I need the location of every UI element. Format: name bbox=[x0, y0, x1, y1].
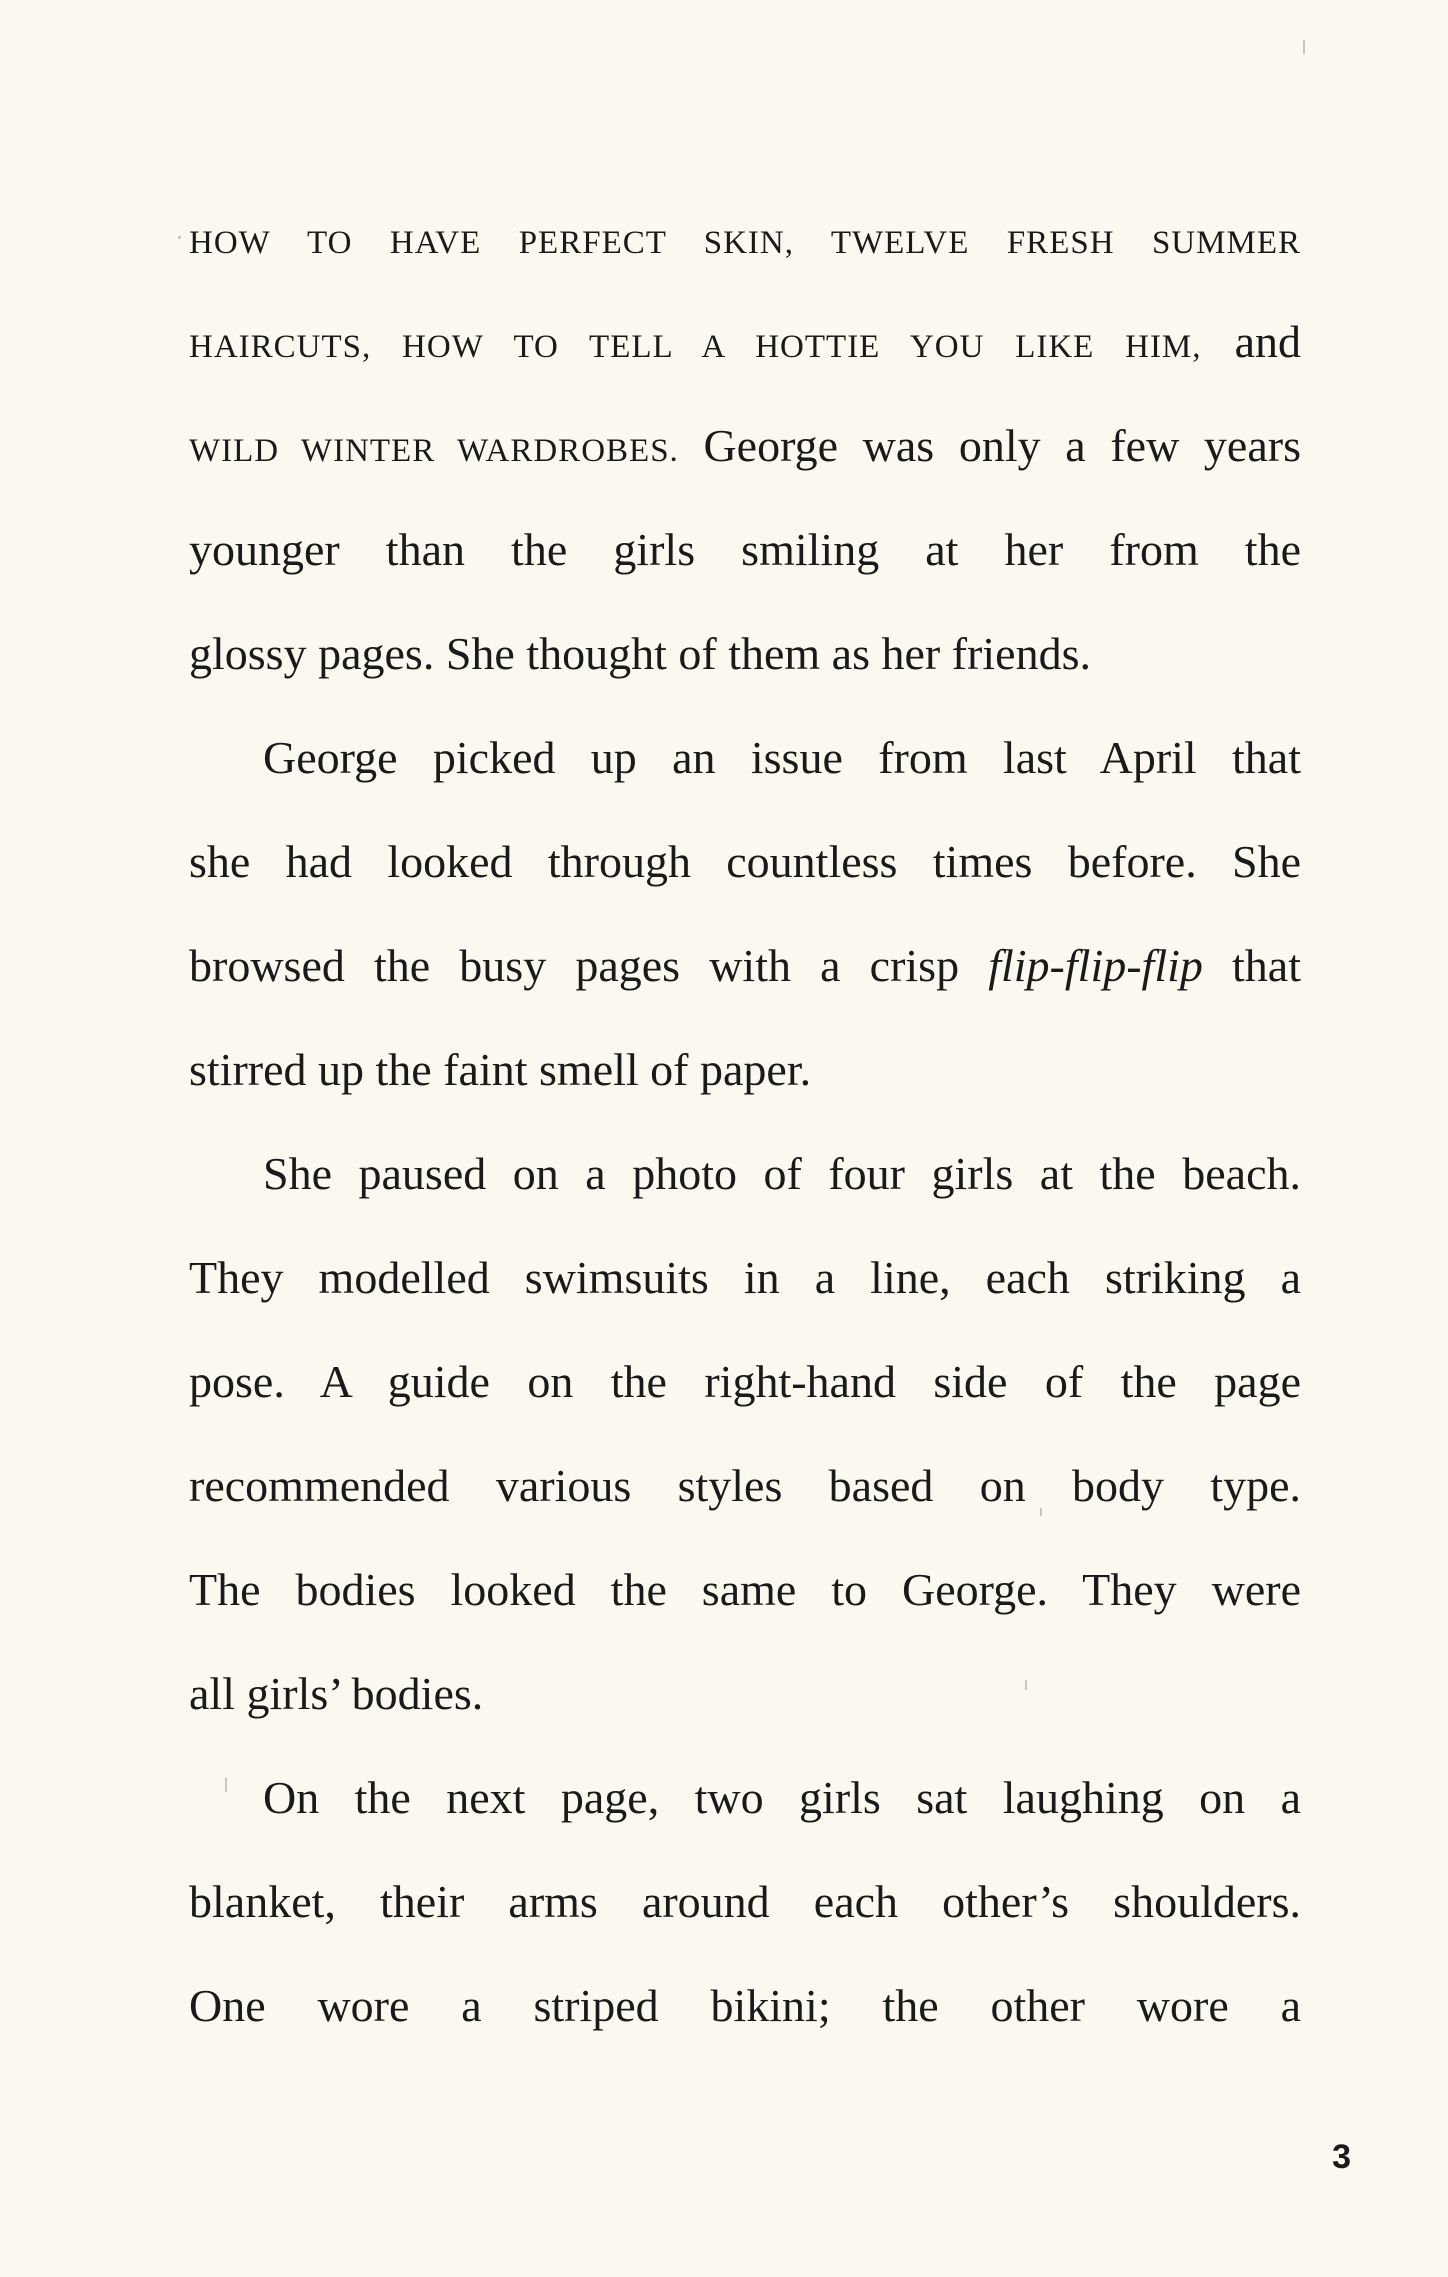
text-line bbox=[189, 1018, 1301, 1122]
italic-text: flip-flip-flip bbox=[988, 940, 1203, 991]
text-line bbox=[189, 1330, 1301, 1434]
text-run: glossy pages. She thought of them as her friends. bbox=[189, 628, 1091, 679]
text-run: stirred up the faint smell of paper. bbox=[189, 1044, 812, 1095]
text-run: browsed the busy pages with a crisp bbox=[189, 940, 989, 991]
body-text bbox=[189, 186, 1301, 2058]
scan-speck bbox=[1303, 40, 1305, 54]
text-line bbox=[189, 1226, 1301, 1330]
text-line bbox=[189, 1434, 1301, 1538]
text-run: pose. A guide on the right-hand side of the page bbox=[189, 1356, 1301, 1407]
text-line bbox=[189, 1642, 1301, 1746]
small-caps-text: HAIRCUTS, HOW TO TELL A HOTTIE YOU LIKE HIM, bbox=[189, 329, 1202, 365]
text-run: George picked up an issue from last April that bbox=[263, 732, 1301, 783]
small-caps-text: HOW TO HAVE PERFECT SKIN, TWELVE FRESH SUMMER bbox=[189, 225, 1301, 261]
page-number: 3 bbox=[1332, 2138, 1351, 2176]
paragraph-first-line bbox=[189, 706, 1301, 810]
text-line bbox=[189, 290, 1301, 394]
text-line bbox=[189, 602, 1301, 706]
scan-speck bbox=[178, 236, 181, 239]
text-run: blanket, their arms around each other’s shoulders. bbox=[189, 1876, 1301, 1927]
text-run: all girls’ bodies. bbox=[189, 1668, 484, 1719]
paragraph-first-line bbox=[189, 1122, 1301, 1226]
text-line bbox=[189, 498, 1301, 602]
paragraph-first-line bbox=[189, 1746, 1301, 1850]
text-line bbox=[189, 1850, 1301, 1954]
text-run: She paused on a photo of four girls at the beach. bbox=[263, 1148, 1301, 1199]
text-run: she had looked through countless times before. She bbox=[189, 836, 1301, 887]
text-run: They modelled swimsuits in a line, each striking a bbox=[189, 1252, 1301, 1303]
text-line bbox=[189, 394, 1301, 498]
small-caps-text: WILD WINTER WARDROBES. bbox=[189, 433, 679, 469]
text-run: that bbox=[1202, 940, 1301, 991]
text-line bbox=[189, 1538, 1301, 1642]
text-run: On the next page, two girls sat laughing on a bbox=[263, 1772, 1301, 1823]
text-line bbox=[189, 186, 1301, 290]
text-run: One wore a striped bikini; the other wore a bbox=[189, 1980, 1301, 2031]
text-line bbox=[189, 810, 1301, 914]
text-run: The bodies looked the same to George. They were bbox=[189, 1564, 1301, 1615]
text-run: George was only a few years bbox=[678, 420, 1301, 471]
text-line bbox=[189, 1954, 1301, 2058]
text-run: younger than the girls smiling at her from the bbox=[189, 524, 1301, 575]
text-run: recommended various styles based on body type. bbox=[189, 1460, 1301, 1511]
text-line bbox=[189, 914, 1301, 1018]
text-run: and bbox=[1201, 316, 1301, 367]
